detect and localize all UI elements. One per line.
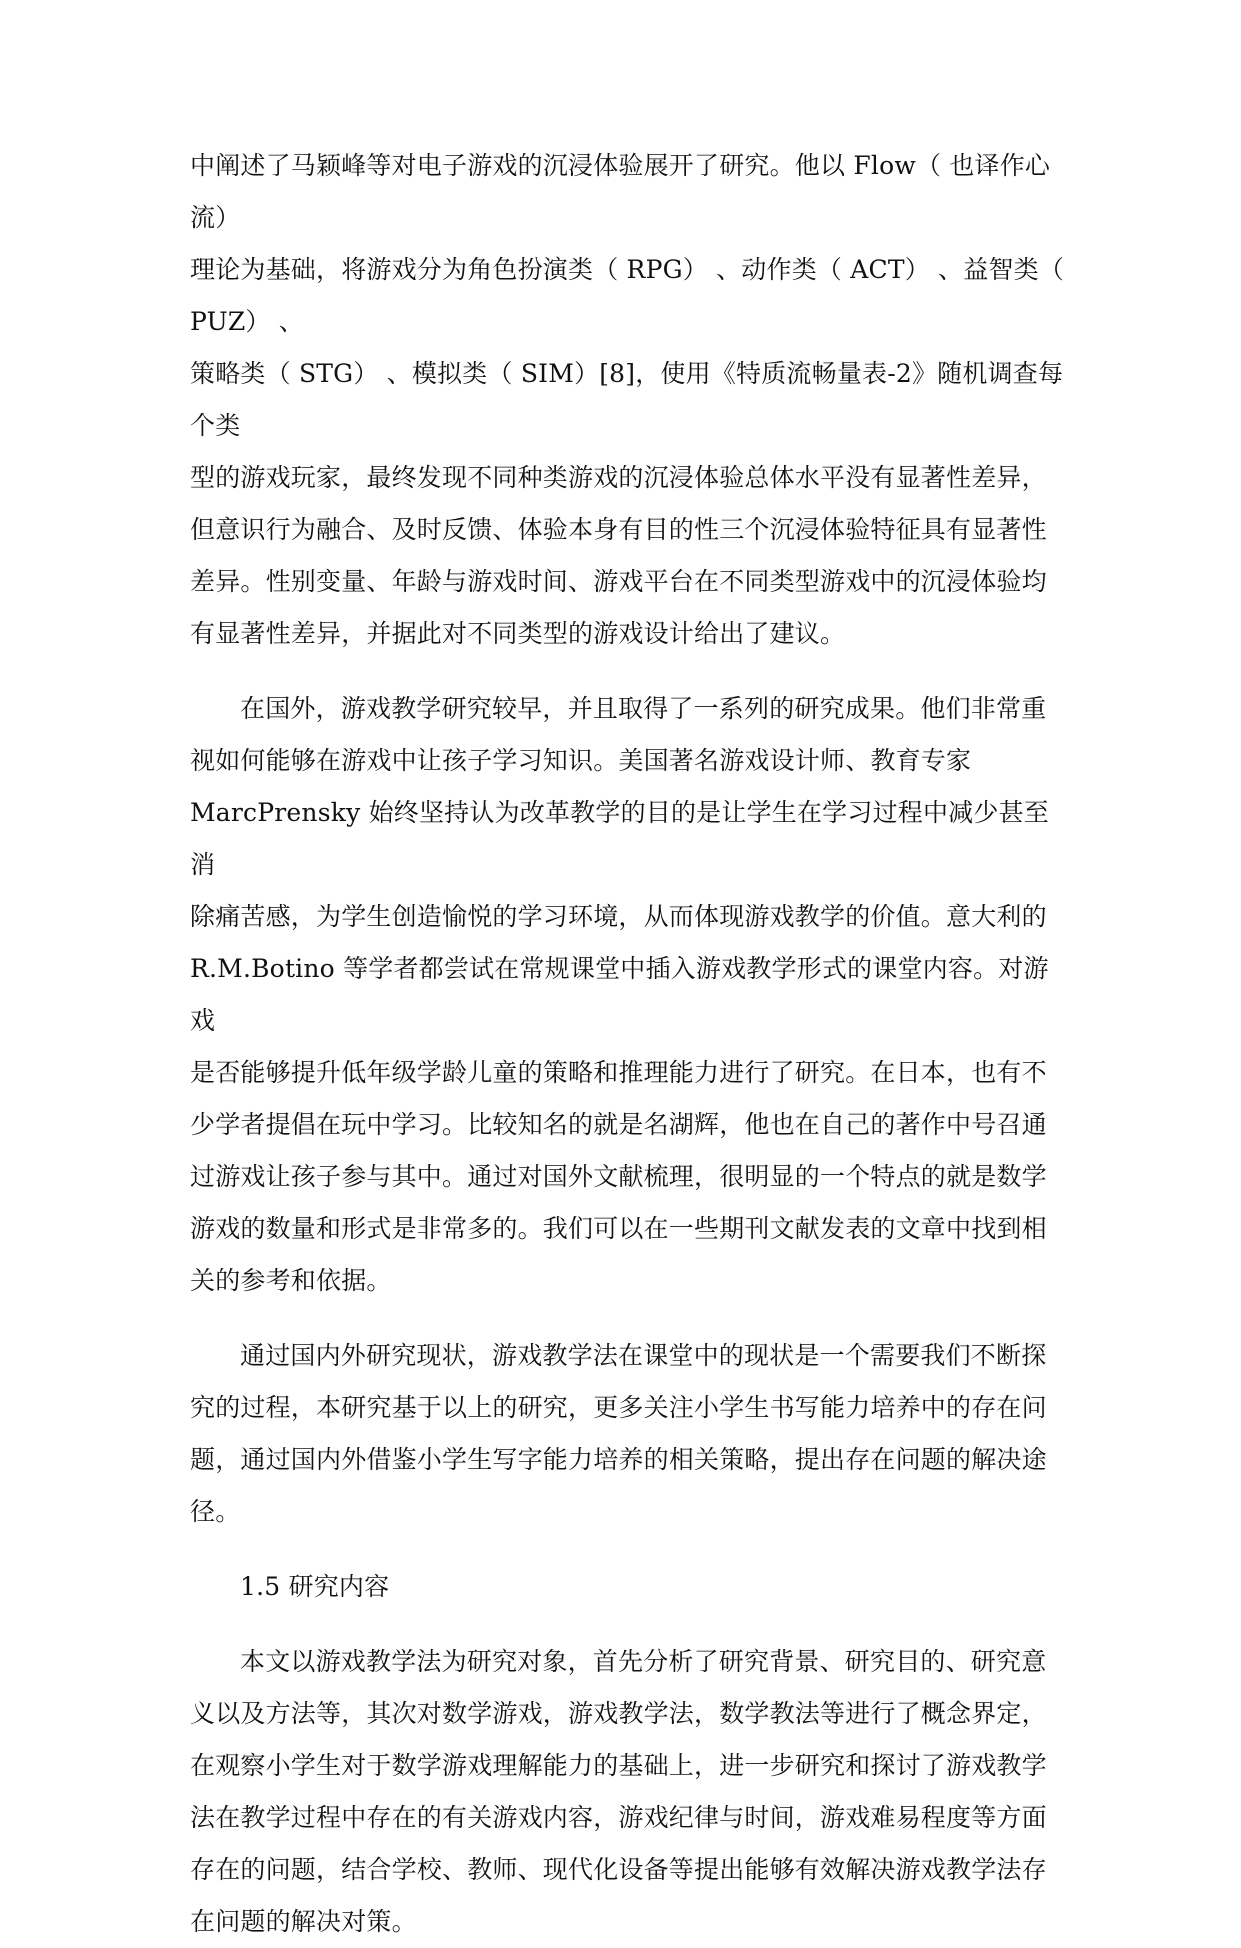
text-line: 义以及方法等，其次对数学游戏，游戏教学法，数学教法等进行了概念界定， — [190, 1699, 1047, 1728]
text-line: 除痛苦感，为学生创造愉悦的学习环境，从而体现游戏教学的价值。意大利的 — [190, 902, 1047, 931]
text-line: R.M.Botino 等学者都尝试在常规课堂中插入游戏教学形式的课堂内容。对游戏 — [190, 954, 1049, 1035]
text-line: 关的参考和依据。 — [190, 1266, 392, 1295]
paragraph-research-content — [190, 1636, 1070, 1948]
text-line: 有显著性差异，并据此对不同类型的游戏设计给出了建议。 — [190, 619, 846, 648]
text-line: 策略类（ STG） 、模拟类（ SIM）[8]，使用《特质流畅量表-2》随机调查每个类 — [190, 359, 1064, 440]
text-line: 在问题的解决对策。 — [190, 1907, 417, 1936]
text-line: 本文以游戏教学法为研究对象，首先分析了研究背景、研究目的、研究意 — [240, 1647, 1047, 1676]
text-line: 究的过程，本研究基于以上的研究，更多关注小学生书写能力培养中的存在问 — [190, 1393, 1047, 1422]
text-line: 中阐述了马颖峰等对电子游戏的沉浸体验展开了研究。他以 Flow（ 也译作心流） — [190, 151, 1051, 232]
text-line: 存在的问题，结合学校、教师、现代化设备等提出能够有效解决游戏教学法存 — [190, 1855, 1047, 1884]
text-line: 在国外，游戏教学研究较早，并且取得了一系列的研究成果。他们非常重 — [240, 694, 1047, 723]
text-line: 径。 — [190, 1497, 241, 1526]
text-line: 法在教学过程中存在的有关游戏内容，游戏纪律与时间，游戏难易程度等方面 — [190, 1803, 1047, 1832]
document-body — [190, 140, 1070, 1948]
paragraph-research-status — [190, 1330, 1070, 1538]
text-line: MarcPrensky 始终坚持认为改革教学的目的是让学生在学习过程中减少甚至消 — [190, 798, 1049, 879]
text-line: 题，通过国内外借鉴小学生写字能力培养的相关策略，提出存在问题的解决途 — [190, 1445, 1047, 1474]
text-line: 型的游戏玩家，最终发现不同种类游戏的沉浸体验总体水平没有显著性差异， — [190, 463, 1047, 492]
text-line: 游戏的数量和形式是非常多的。我们可以在一些期刊文献发表的文章中找到相 — [190, 1214, 1047, 1243]
text-line: 过游戏让孩子参与其中。通过对国外文献梳理，很明显的一个特点的就是数学 — [190, 1162, 1047, 1191]
text-line: 视如何能够在游戏中让孩子学习知识。美国著名游戏设计师、教育专家 — [190, 746, 972, 775]
text-line: 在观察小学生对于数学游戏理解能力的基础上，进一步研究和探讨了游戏教学 — [190, 1751, 1047, 1780]
section-heading: 1.5 研究内容 — [240, 1572, 390, 1601]
text-line: 差异。性别变量、年龄与游戏时间、游戏平台在不同类型游戏中的沉浸体验均 — [190, 567, 1047, 596]
text-line: 是否能够提升低年级学龄儿童的策略和推理能力进行了研究。在日本，也有不 — [190, 1058, 1047, 1087]
text-line: 少学者提倡在玩中学习。比较知名的就是名湖辉，他也在自己的著作中号召通 — [190, 1110, 1047, 1139]
text-line: 但意识行为融合、及时反馈、体验本身有目的性三个沉浸体验特征具有显著性 — [190, 515, 1047, 544]
paragraph-foreign-research — [190, 683, 1070, 1307]
paragraph-flow-research — [190, 140, 1070, 660]
text-line: 理论为基础，将游戏分为角色扮演类（ RPG） 、动作类（ ACT） 、益智类（ PUZ） 、 — [190, 255, 1065, 336]
text-line: 通过国内外研究现状，游戏教学法在课堂中的现状是一个需要我们不断探 — [240, 1341, 1047, 1370]
